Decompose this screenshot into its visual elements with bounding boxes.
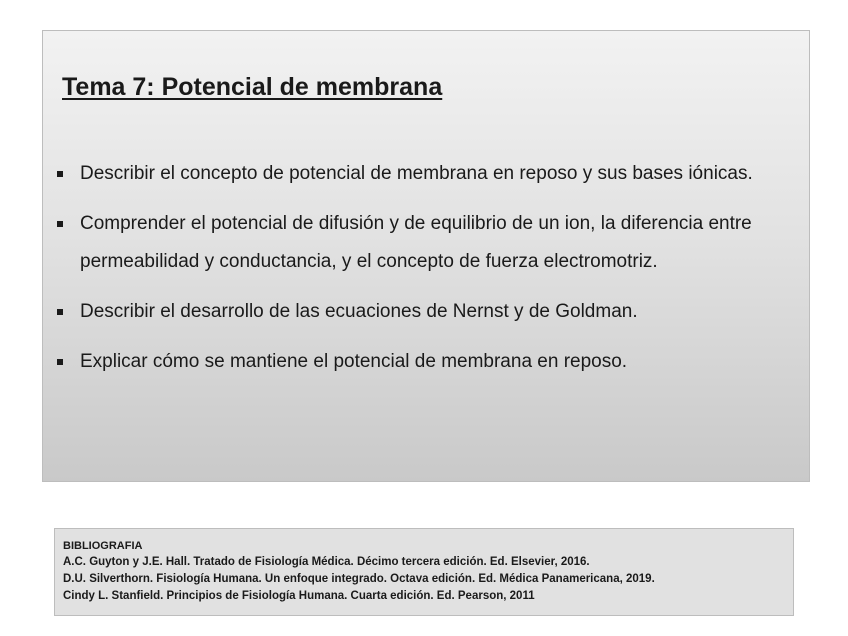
bibliography-panel xyxy=(54,528,794,616)
objective-text: Explicar cómo se mantiene el potencial de membrana en reposo. xyxy=(80,351,628,372)
objective-item xyxy=(55,343,800,381)
bibliography-entry: Cindy L. Stanfield. Principios de Fisiología Humana. Cuarta edición. Ed. Pearson, 2011 xyxy=(63,590,535,602)
objective-text: Describir el concepto de potencial de membrana en reposo y sus bases iónicas. xyxy=(80,163,753,184)
bibliography-entry: A.C. Guyton y J.E. Hall. Tratado de Fisiología Médica. Décimo tercera edición. Ed. Elsevier, 2016. xyxy=(63,556,590,568)
square-bullet-icon xyxy=(57,309,63,315)
objective-text: Describir el desarrollo de las ecuaciones de Nernst y de Goldman. xyxy=(80,301,638,322)
square-bullet-icon xyxy=(57,221,63,227)
slide-title: Tema 7: Potencial de membrana xyxy=(62,73,443,101)
square-bullet-icon xyxy=(57,359,63,365)
objective-item xyxy=(55,155,800,193)
objectives-panel xyxy=(42,30,810,482)
objectives-list xyxy=(55,155,800,393)
square-bullet-icon xyxy=(57,171,63,177)
bibliography-heading: BIBLIOGRAFIA xyxy=(63,540,143,552)
objective-item xyxy=(55,205,800,281)
objective-text: Comprender el potencial de difusión y de equilibrio de un ion, la diferencia entre permeabilidad y conductancia, y el concepto de fuerza electromotriz. xyxy=(80,213,752,272)
bibliography-entry: D.U. Silverthorn. Fisiología Humana. Un enfoque integrado. Octava edición. Ed. Médica Panamericana, 2019. xyxy=(63,573,655,585)
objective-item xyxy=(55,293,800,331)
